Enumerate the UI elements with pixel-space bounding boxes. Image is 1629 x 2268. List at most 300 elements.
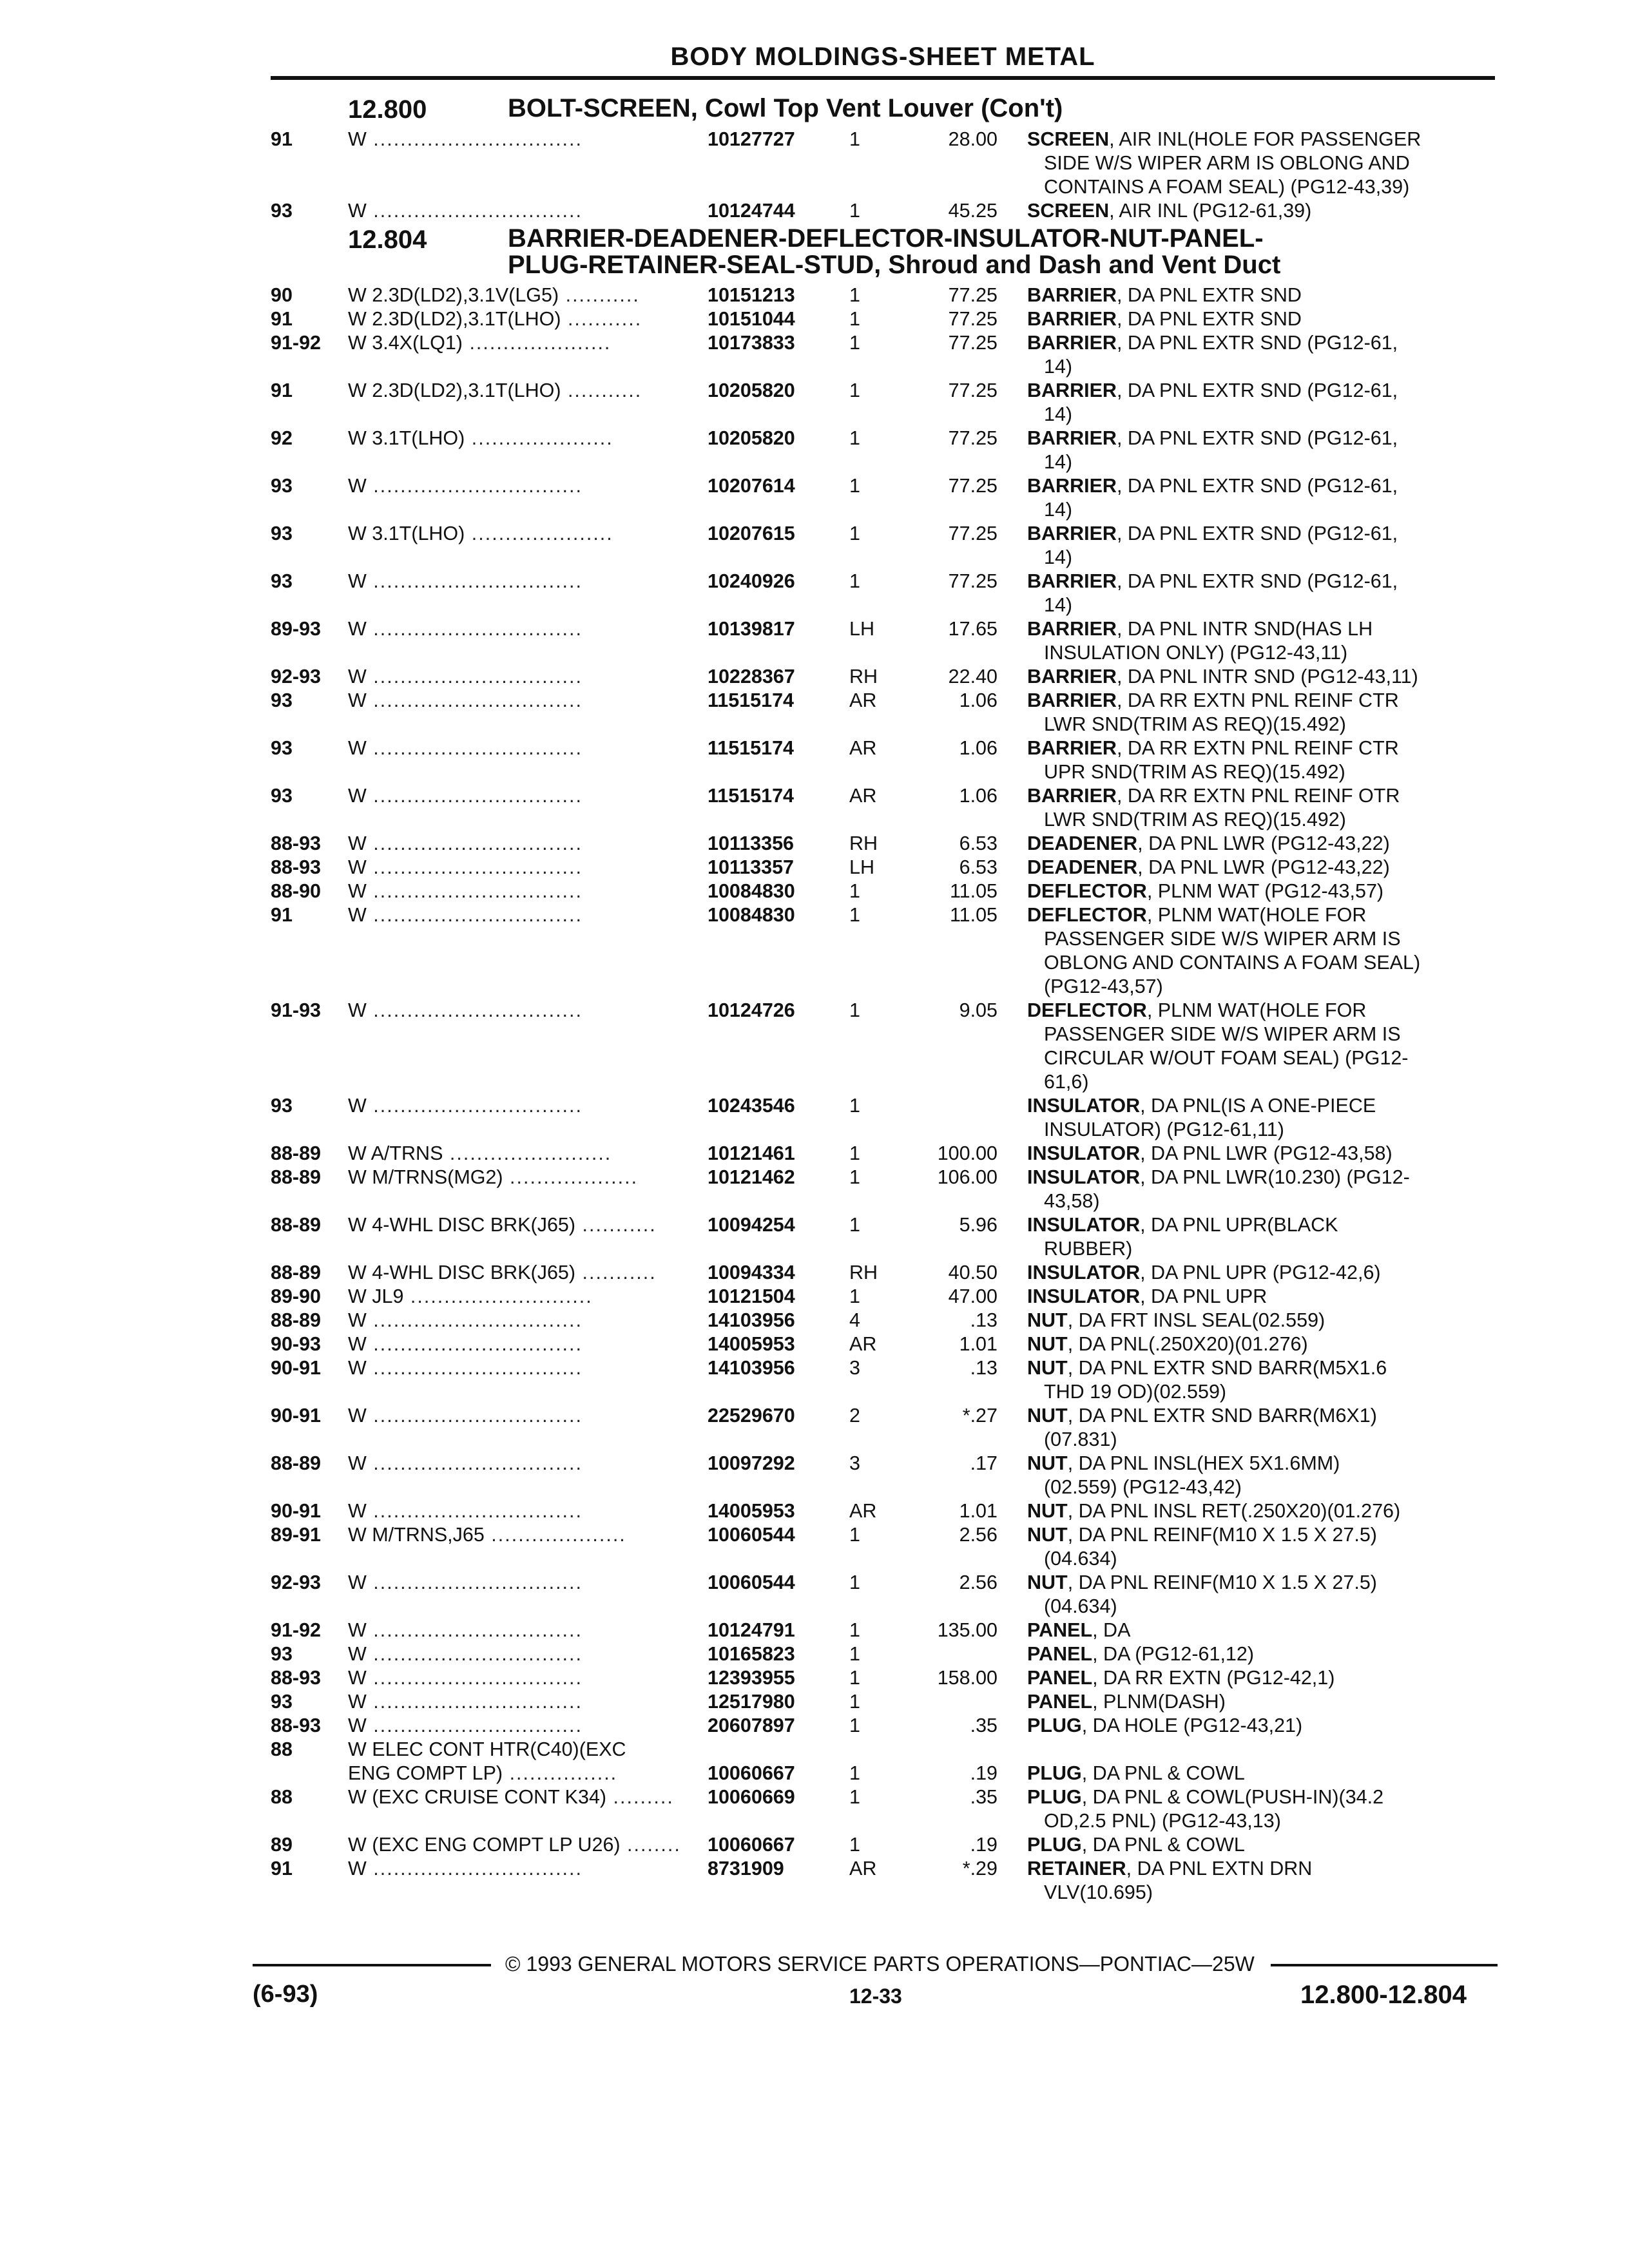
row-price: *.29: [962, 1858, 998, 1879]
row-description: BARRIER, DA RR EXTN PNL REINF CTR: [1027, 737, 1399, 759]
row-quantity: AR: [849, 1333, 877, 1355]
row-quantity: 4: [849, 1309, 860, 1331]
dot-leader: ...............................: [366, 475, 583, 497]
dot-leader: ...............................: [366, 689, 583, 711]
row-part-number: 10240926: [708, 570, 795, 592]
row-application: W ...............................: [348, 1667, 583, 1689]
row-quantity: 1: [849, 1762, 860, 1784]
row-part-number: 10121461: [708, 1142, 795, 1164]
row-quantity: 1: [849, 1619, 860, 1641]
section-number: 12.804: [348, 226, 427, 254]
row-year: 91-92: [271, 332, 322, 354]
row-description: OD,2.5 PNL) (PG12-43,13): [1044, 1810, 1281, 1832]
row-part-number: 10173833: [708, 332, 795, 354]
row-part-number: 14103956: [708, 1357, 795, 1379]
row-description: BARRIER, DA PNL EXTR SND: [1027, 284, 1302, 306]
dot-leader: ...........: [575, 1214, 657, 1236]
row-application: W ...............................: [348, 1405, 583, 1427]
row-part-number: 10124744: [708, 200, 795, 222]
footer-rule-right: [1271, 1964, 1498, 1966]
row-quantity: 1: [849, 1524, 860, 1546]
row-application: W ...............................: [348, 1643, 583, 1665]
row-description: NUT, DA PNL INSL(HEX 5X1.6MM): [1027, 1452, 1340, 1474]
row-quantity: 1: [849, 1142, 860, 1164]
dot-leader: ...............................: [366, 904, 583, 926]
row-year: 89-90: [271, 1285, 322, 1307]
row-year: 90: [271, 284, 293, 306]
dot-leader: ...............................: [366, 1095, 583, 1117]
row-quantity: 1: [849, 523, 860, 544]
row-part-number: 10127727: [708, 128, 795, 150]
dot-leader: .....................: [465, 427, 613, 449]
row-quantity: 1: [849, 128, 860, 150]
row-description: PASSENGER SIDE W/S WIPER ARM IS: [1044, 928, 1401, 950]
row-price: 1.06: [959, 737, 998, 759]
row-year: 93: [271, 570, 293, 592]
row-description: (04.634): [1044, 1548, 1117, 1570]
row-quantity: 1: [849, 570, 860, 592]
row-description: THD 19 OD)(02.559): [1044, 1381, 1227, 1403]
row-description: (02.559) (PG12-43,42): [1044, 1476, 1242, 1498]
row-part-number: 10124791: [708, 1619, 795, 1641]
row-description: VLV(10.695): [1044, 1881, 1153, 1903]
row-application: W ...............................: [348, 1691, 583, 1713]
row-part-number: 10124726: [708, 999, 795, 1021]
row-application: W ...............................: [348, 1500, 583, 1522]
row-application: W ...............................: [348, 1095, 583, 1117]
row-quantity: RH: [849, 666, 878, 687]
row-application: W ...............................: [348, 1333, 583, 1355]
dot-leader: ........: [620, 1834, 681, 1856]
dot-leader: ...................: [503, 1166, 639, 1188]
row-description: BARRIER, DA PNL EXTR SND (PG12-61,: [1027, 332, 1398, 354]
row-year: 93: [271, 785, 293, 807]
row-part-number: 10121462: [708, 1166, 795, 1188]
row-description: DEFLECTOR, PLNM WAT(HOLE FOR: [1027, 904, 1367, 926]
row-part-number: 12393955: [708, 1667, 795, 1689]
dot-leader: ...............................: [366, 880, 583, 902]
row-year: 91-92: [271, 1619, 322, 1641]
row-year: 88-93: [271, 856, 322, 878]
row-application: W ...............................: [348, 1571, 583, 1593]
row-year: 91: [271, 380, 293, 401]
row-description: CONTAINS A FOAM SEAL) (PG12-43,39): [1044, 176, 1410, 198]
row-description: OBLONG AND CONTAINS A FOAM SEAL): [1044, 952, 1421, 974]
row-year: 88-89: [271, 1452, 322, 1474]
row-application: W ...............................: [348, 666, 583, 687]
row-year: 88: [271, 1786, 293, 1808]
row-description: RETAINER, DA PNL EXTN DRN: [1027, 1858, 1313, 1879]
row-application: W M/TRNS(MG2) ...................: [348, 1166, 639, 1188]
row-application: W 2.3D(LD2),3.1T(LHO) ...........: [348, 308, 642, 330]
dot-leader: .........: [606, 1786, 674, 1808]
row-year: 89-91: [271, 1524, 322, 1546]
dot-leader: ...........: [575, 1262, 657, 1283]
footer-copyright: © 1993 GENERAL MOTORS SERVICE PARTS OPERATIONS—PONTIAC—25W: [505, 1952, 1255, 1975]
dot-leader: .....................: [465, 523, 613, 544]
row-description: 61,6): [1044, 1071, 1089, 1093]
row-description: NUT, DA PNL EXTR SND BARR(M6X1): [1027, 1405, 1377, 1427]
row-part-number: 11515174: [708, 737, 795, 759]
row-application: W ...............................: [348, 737, 583, 759]
row-price: 77.25: [948, 380, 998, 401]
row-application: W ELEC CONT HTR(C40)(EXC: [348, 1738, 626, 1760]
dot-leader: ...............................: [366, 1452, 583, 1474]
row-year: 88-90: [271, 880, 322, 902]
row-application: W ...............................: [348, 1715, 583, 1736]
row-price: 1.06: [959, 785, 998, 807]
row-quantity: 1: [849, 1166, 860, 1188]
row-part-number: 10060669: [708, 1786, 795, 1808]
row-quantity: 1: [849, 200, 860, 222]
row-application: W ...............................: [348, 856, 583, 878]
row-application: W JL9 ...........................: [348, 1285, 593, 1307]
row-year: 92: [271, 427, 293, 449]
row-part-number: 10113357: [708, 856, 795, 878]
row-part-number: 10113356: [708, 832, 795, 854]
row-description: BARRIER, DA PNL EXTR SND (PG12-61,: [1027, 475, 1398, 497]
row-part-number: 14005953: [708, 1500, 795, 1522]
row-quantity: 1: [849, 1571, 860, 1593]
dot-leader: ...............................: [366, 1405, 583, 1427]
row-description: INSULATOR) (PG12-61,11): [1044, 1119, 1284, 1140]
dot-leader: ...............................: [366, 856, 583, 878]
dot-leader: ...............................: [366, 999, 583, 1021]
dot-leader: ...............................: [366, 1309, 583, 1331]
row-price: 77.25: [948, 332, 998, 354]
row-description: PLUG, DA HOLE (PG12-43,21): [1027, 1715, 1303, 1736]
dot-leader: ...............................: [366, 1619, 583, 1641]
row-description: PANEL, PLNM(DASH): [1027, 1691, 1226, 1713]
row-year: 89: [271, 1834, 293, 1856]
row-application: W ...............................: [348, 1619, 583, 1641]
row-description: NUT, DA FRT INSL SEAL(02.559): [1027, 1309, 1325, 1331]
row-description: SCREEN, AIR INL (PG12-61,39): [1027, 200, 1312, 222]
row-year: 93: [271, 1643, 293, 1665]
row-part-number: 10060544: [708, 1571, 795, 1593]
row-price: 77.25: [948, 570, 998, 592]
row-part-number: 10205820: [708, 427, 795, 449]
row-application: W ...............................: [348, 1309, 583, 1331]
row-application: W ...............................: [348, 880, 583, 902]
row-price: 1.01: [959, 1500, 998, 1522]
row-quantity: 1: [849, 1214, 860, 1236]
row-description: INSULATOR, DA PNL LWR(10.230) (PG12-: [1027, 1166, 1410, 1188]
row-year: 92-93: [271, 1571, 322, 1593]
row-quantity: LH: [849, 618, 874, 640]
dot-leader: ...............................: [366, 570, 583, 592]
row-description: INSULATOR, DA PNL(IS A ONE-PIECE: [1027, 1095, 1376, 1117]
row-description: SCREEN, AIR INL(HOLE FOR PASSENGER: [1027, 128, 1422, 150]
row-part-number: 20607897: [708, 1715, 795, 1736]
row-description: NUT, DA PNL INSL RET(.250X20)(01.276): [1027, 1500, 1401, 1522]
row-price: 11.05: [949, 904, 998, 926]
row-part-number: 11515174: [708, 689, 795, 711]
row-quantity: RH: [849, 1262, 878, 1283]
row-year: 93: [271, 475, 293, 497]
row-part-number: 22529670: [708, 1405, 795, 1427]
row-quantity: 1: [849, 1834, 860, 1856]
row-application: W 4-WHL DISC BRK(J65) ...........: [348, 1214, 657, 1236]
row-description: NUT, DA PNL REINF(M10 X 1.5 X 27.5): [1027, 1571, 1377, 1593]
row-quantity: 3: [849, 1452, 860, 1474]
row-quantity: LH: [849, 856, 874, 878]
row-description: PLUG, DA PNL & COWL: [1027, 1762, 1245, 1784]
row-description: PANEL, DA (PG12-61,12): [1027, 1643, 1255, 1665]
row-application: W (EXC ENG COMPT LP U26) ........: [348, 1834, 681, 1856]
row-year: 88-89: [271, 1166, 322, 1188]
row-part-number: 10151213: [708, 284, 795, 306]
row-description: INSULATOR, DA PNL UPR (PG12-42,6): [1027, 1262, 1381, 1283]
row-application: W ...............................: [348, 128, 583, 150]
row-description: PANEL, DA RR EXTN (PG12-42,1): [1027, 1667, 1335, 1689]
row-application: W 2.3D(LD2),3.1T(LHO) ...........: [348, 380, 642, 401]
dot-leader: ................: [503, 1762, 618, 1784]
row-part-number: 14005953: [708, 1333, 795, 1355]
row-application: W 2.3D(LD2),3.1V(LG5) ...........: [348, 284, 640, 306]
dot-leader: ........................: [443, 1142, 612, 1164]
row-quantity: 1: [849, 1691, 860, 1713]
row-description: (PG12-43,57): [1044, 975, 1163, 997]
row-price: *.27: [962, 1405, 998, 1427]
dot-leader: ...............................: [366, 1333, 583, 1355]
row-price: 77.25: [948, 475, 998, 497]
section-number: 12.800: [348, 95, 427, 124]
row-year: 89-93: [271, 618, 322, 640]
row-year: 91: [271, 128, 293, 150]
row-description: DEFLECTOR, PLNM WAT(HOLE FOR: [1027, 999, 1367, 1021]
row-description: (04.634): [1044, 1595, 1117, 1617]
row-description: INSULATOR, DA PNL UPR(BLACK: [1027, 1214, 1338, 1236]
row-year: 93: [271, 1095, 293, 1117]
footer-section-range: 12.800-12.804: [1300, 1981, 1467, 2009]
dot-leader: ...............................: [366, 618, 583, 640]
row-description: PASSENGER SIDE W/S WIPER ARM IS: [1044, 1023, 1401, 1045]
row-description: PLUG, DA PNL & COWL: [1027, 1834, 1245, 1856]
row-part-number: 14103956: [708, 1309, 795, 1331]
row-application: W 3.1T(LHO) .....................: [348, 523, 613, 544]
row-description: DEADENER, DA PNL LWR (PG12-43,22): [1027, 832, 1390, 854]
row-year: 88-89: [271, 1214, 322, 1236]
row-part-number: 10165823: [708, 1643, 795, 1665]
row-year: 90-93: [271, 1333, 322, 1355]
dot-leader: ...............................: [366, 1571, 583, 1593]
row-application: W ...............................: [348, 475, 583, 497]
row-price: .13: [970, 1357, 998, 1379]
row-price: 6.53: [959, 832, 998, 854]
row-description: BARRIER, DA PNL INTR SND (PG12-43,11): [1027, 666, 1418, 687]
row-price: 11.05: [949, 880, 998, 902]
row-year: 91: [271, 308, 293, 330]
row-description: RUBBER): [1044, 1238, 1133, 1260]
dot-leader: ...............................: [366, 1691, 583, 1713]
row-price: 77.25: [948, 308, 998, 330]
row-application: ENG COMPT LP) ................: [348, 1762, 618, 1784]
row-price: 28.00: [948, 128, 998, 150]
dot-leader: ...............................: [366, 666, 583, 687]
dot-leader: ...............................: [366, 1500, 583, 1522]
row-quantity: AR: [849, 689, 877, 711]
row-description: LWR SND(TRIM AS REQ)(15.492): [1044, 713, 1346, 735]
row-description: 14): [1044, 546, 1073, 568]
row-part-number: 10094254: [708, 1214, 795, 1236]
row-part-number: 10060667: [708, 1834, 795, 1856]
row-part-number: 10060544: [708, 1524, 795, 1546]
row-quantity: RH: [849, 832, 878, 854]
row-price: .35: [970, 1715, 998, 1736]
row-quantity: 2: [849, 1405, 860, 1427]
row-description: BARRIER, DA PNL EXTR SND (PG12-61,: [1027, 523, 1398, 544]
footer-page-number: 12-33: [849, 1984, 902, 2008]
header-rule: [271, 76, 1495, 80]
row-part-number: 10228367: [708, 666, 795, 687]
row-price: 2.56: [959, 1524, 998, 1546]
row-year: 93: [271, 737, 293, 759]
row-quantity: 1: [849, 1095, 860, 1117]
row-application: W ...............................: [348, 999, 583, 1021]
row-price: 6.53: [959, 856, 998, 878]
row-year: 90-91: [271, 1500, 322, 1522]
row-application: W ...............................: [348, 570, 583, 592]
dot-leader: ...............................: [366, 128, 583, 150]
row-price: 1.01: [959, 1333, 998, 1355]
row-part-number: 10207614: [708, 475, 795, 497]
row-price: 17.65: [948, 618, 998, 640]
row-application: W 3.4X(LQ1) .....................: [348, 332, 612, 354]
row-description: PANEL, DA: [1027, 1619, 1131, 1641]
row-quantity: 1: [849, 1285, 860, 1307]
dot-leader: ...............................: [366, 785, 583, 807]
row-price: .13: [970, 1309, 998, 1331]
row-year: 88-93: [271, 1667, 322, 1689]
row-price: 77.25: [948, 284, 998, 306]
row-price: 77.25: [948, 523, 998, 544]
row-application: W ...............................: [348, 832, 583, 854]
row-quantity: 1: [849, 427, 860, 449]
dot-leader: ...............................: [366, 1357, 583, 1379]
row-price: 5.96: [959, 1214, 998, 1236]
row-price: 40.50: [948, 1262, 998, 1283]
row-year: 90-91: [271, 1357, 322, 1379]
footer-date: (6-93): [253, 1981, 318, 2008]
row-year: 93: [271, 689, 293, 711]
row-quantity: 1: [849, 1667, 860, 1689]
row-description: BARRIER, DA PNL EXTR SND (PG12-61,: [1027, 570, 1398, 592]
row-year: 91-93: [271, 999, 322, 1021]
row-description: 14): [1044, 499, 1073, 521]
row-year: 93: [271, 1691, 293, 1713]
dot-leader: ....................: [484, 1524, 626, 1546]
row-description: PLUG, DA PNL & COWL(PUSH-IN)(34.2: [1027, 1786, 1384, 1808]
row-quantity: 1: [849, 284, 860, 306]
row-description: BARRIER, DA RR EXTN PNL REINF CTR: [1027, 689, 1399, 711]
row-part-number: 10151044: [708, 308, 795, 330]
row-price: 106.00: [937, 1166, 998, 1188]
row-description: DEADENER, DA PNL LWR (PG12-43,22): [1027, 856, 1390, 878]
row-price: 9.05: [959, 999, 998, 1021]
row-application: W ...............................: [348, 1357, 583, 1379]
dot-leader: ...........................: [403, 1285, 593, 1307]
row-application: W M/TRNS,J65 ....................: [348, 1524, 626, 1546]
section-title: BOLT-SCREEN, Cowl Top Vent Louver (Con't): [508, 94, 1063, 122]
row-description: INSULATOR, DA PNL UPR: [1027, 1285, 1268, 1307]
row-description: (07.831): [1044, 1428, 1117, 1450]
row-price: 1.06: [959, 689, 998, 711]
row-year: 93: [271, 523, 293, 544]
dot-leader: ...........: [561, 308, 642, 330]
dot-leader: .....................: [462, 332, 612, 354]
row-quantity: AR: [849, 737, 877, 759]
row-part-number: 10139817: [708, 618, 795, 640]
row-quantity: AR: [849, 785, 877, 807]
row-description: BARRIER, DA PNL INTR SND(HAS LH: [1027, 618, 1373, 640]
row-year: 90-91: [271, 1405, 322, 1427]
row-application: W ...............................: [348, 1452, 583, 1474]
section-title: BARRIER-DEADENER-DEFLECTOR-INSULATOR-NUT-PANEL-: [508, 224, 1264, 253]
row-description: CIRCULAR W/OUT FOAM SEAL) (PG12-: [1044, 1047, 1409, 1069]
dot-leader: ...............................: [366, 1643, 583, 1665]
row-year: 88-93: [271, 832, 322, 854]
row-price: 100.00: [937, 1142, 998, 1164]
row-description: 14): [1044, 356, 1073, 378]
row-application: W 4-WHL DISC BRK(J65) ...........: [348, 1262, 657, 1283]
row-part-number: 11515174: [708, 785, 795, 807]
dot-leader: ...............................: [366, 832, 583, 854]
row-description: BARRIER, DA PNL EXTR SND: [1027, 308, 1302, 330]
row-description: BARRIER, DA PNL EXTR SND (PG12-61,: [1027, 380, 1398, 401]
row-quantity: 3: [849, 1357, 860, 1379]
row-part-number: 12517980: [708, 1691, 795, 1713]
row-price: 2.56: [959, 1571, 998, 1593]
row-quantity: 1: [849, 1643, 860, 1665]
row-quantity: 1: [849, 999, 860, 1021]
row-quantity: 1: [849, 880, 860, 902]
row-price: .35: [970, 1786, 998, 1808]
dot-leader: ...............................: [366, 200, 583, 222]
row-quantity: 1: [849, 380, 860, 401]
row-quantity: 1: [849, 904, 860, 926]
row-application: W ...............................: [348, 1858, 583, 1879]
row-year: 88-89: [271, 1262, 322, 1283]
row-quantity: AR: [849, 1858, 877, 1879]
row-part-number: 10094334: [708, 1262, 795, 1283]
row-price: 45.25: [948, 200, 998, 222]
dot-leader: ...............................: [366, 1667, 583, 1689]
row-quantity: 1: [849, 475, 860, 497]
row-price: 158.00: [937, 1667, 998, 1689]
dot-leader: ...........: [561, 380, 642, 401]
row-description: UPR SND(TRIM AS REQ)(15.492): [1044, 761, 1345, 783]
row-part-number: 10207615: [708, 523, 795, 544]
dot-leader: ...............................: [366, 737, 583, 759]
row-price: .17: [970, 1452, 998, 1474]
row-part-number: 10084830: [708, 880, 795, 902]
section-title-line-2: PLUG-RETAINER-SEAL-STUD, Shroud and Dash and Vent Duct: [508, 251, 1281, 279]
row-description: INSULATION ONLY) (PG12-43,11): [1044, 642, 1348, 664]
row-year: 91: [271, 904, 293, 926]
row-description: NUT, DA PNL(.250X20)(01.276): [1027, 1333, 1308, 1355]
row-year: 93: [271, 200, 293, 222]
row-part-number: 10205820: [708, 380, 795, 401]
row-description: NUT, DA PNL REINF(M10 X 1.5 X 27.5): [1027, 1524, 1377, 1546]
row-year: 88-89: [271, 1309, 322, 1331]
page-header: BODY MOLDINGS-SHEET METAL: [670, 43, 1095, 71]
row-description: BARRIER, DA RR EXTN PNL REINF OTR: [1027, 785, 1400, 807]
row-year: 92-93: [271, 666, 322, 687]
dot-leader: ...........: [559, 284, 640, 306]
row-description: 14): [1044, 403, 1073, 425]
row-part-number: 10121504: [708, 1285, 795, 1307]
